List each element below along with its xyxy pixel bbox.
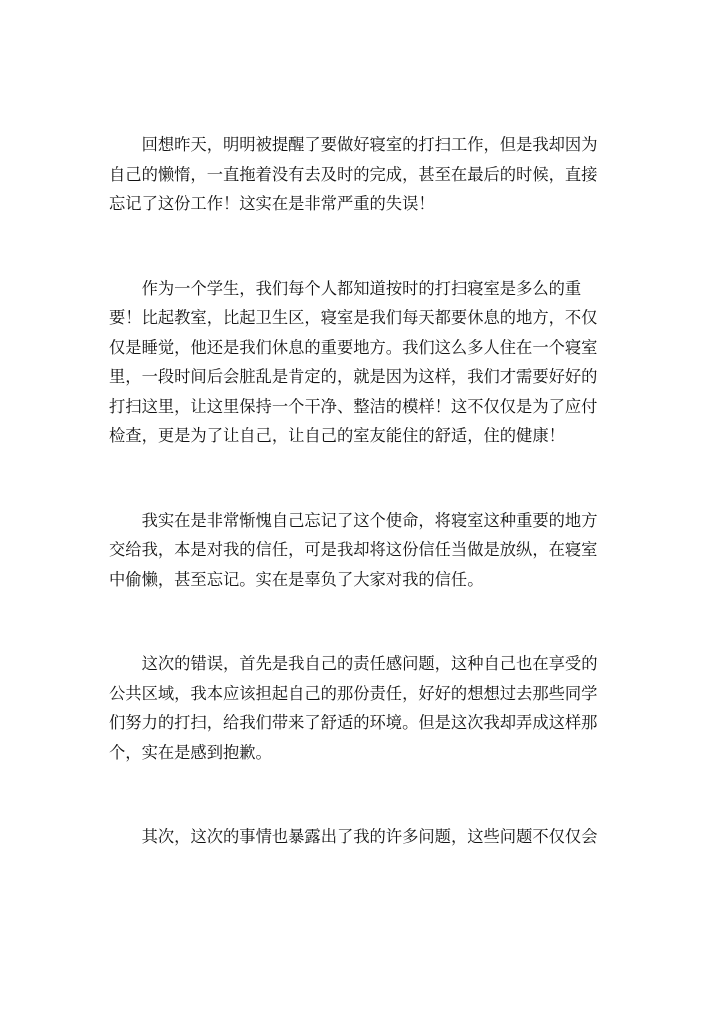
- paragraph-1: [109, 130, 612, 219]
- paragraph-line: 仅是睡觉，他还是我们休息的重要地方。我们这么多人住在一个寝室: [109, 337, 598, 357]
- paragraph-line: 忘记了这份工作！这实在是非常严重的失误！: [109, 194, 435, 213]
- paragraph-2: [109, 274, 612, 451]
- paragraph-line: 这次的错误，首先是我自己的责任感问题，这种自己也在享受的: [141, 654, 598, 673]
- paragraph-line: 检查，更是为了让自己，让自己的室友能住的舒适，住的健康！: [109, 426, 565, 445]
- paragraph-line: 公共区域，我本应该担起自己的那份责任，好好的想想过去那些同学: [109, 683, 598, 703]
- paragraph-line: 自己的懒惰，一直拖着没有去及时的完成，甚至在最后的时候，直接: [109, 164, 598, 184]
- paragraph-4: [109, 649, 612, 767]
- paragraph-line: 我实在是非常惭愧自己忘记了这个使命，将寝室这种重要的地方: [141, 510, 598, 530]
- paragraph-line: 要！比起教室，比起卫生区，寝室是我们每天都要休息的地方，不仅: [109, 308, 598, 327]
- paragraph-line: 打扫这里，让这里保持一个干净、整洁的模样！这不仅仅是为了应付: [109, 396, 598, 416]
- paragraph-line: 中偷懒，甚至忘记。实在是辜负了大家对我的信任。: [109, 569, 484, 589]
- paragraph-5: [109, 822, 612, 852]
- paragraph-line: 其次，这次的事情也暴露出了我的许多问题，这些问题不仅仅会: [141, 827, 598, 846]
- paragraph-line: 交给我，本是对我的信任，可是我却将这份信任当做是放纵，在寝室: [109, 540, 598, 559]
- paragraph-line: 个，实在是感到抱歉。: [109, 742, 272, 762]
- paragraph-line: 作为一个学生，我们每个人都知道按时的打扫寝室是多么的重: [141, 278, 582, 298]
- paragraph-line: 里，一段时间后会脏乱是肯定的，就是因为这样，我们才需要好好的: [109, 367, 598, 386]
- paragraph-line: 回想昨天，明明被提醒了要做好寝室的打扫工作，但是我却因为: [141, 135, 598, 154]
- document-body: [109, 130, 612, 907]
- paragraph-line: 们努力的打扫，给我们带来了舒适的环境。但是这次我却弄成这样那: [109, 713, 598, 732]
- paragraph-3: [109, 506, 612, 595]
